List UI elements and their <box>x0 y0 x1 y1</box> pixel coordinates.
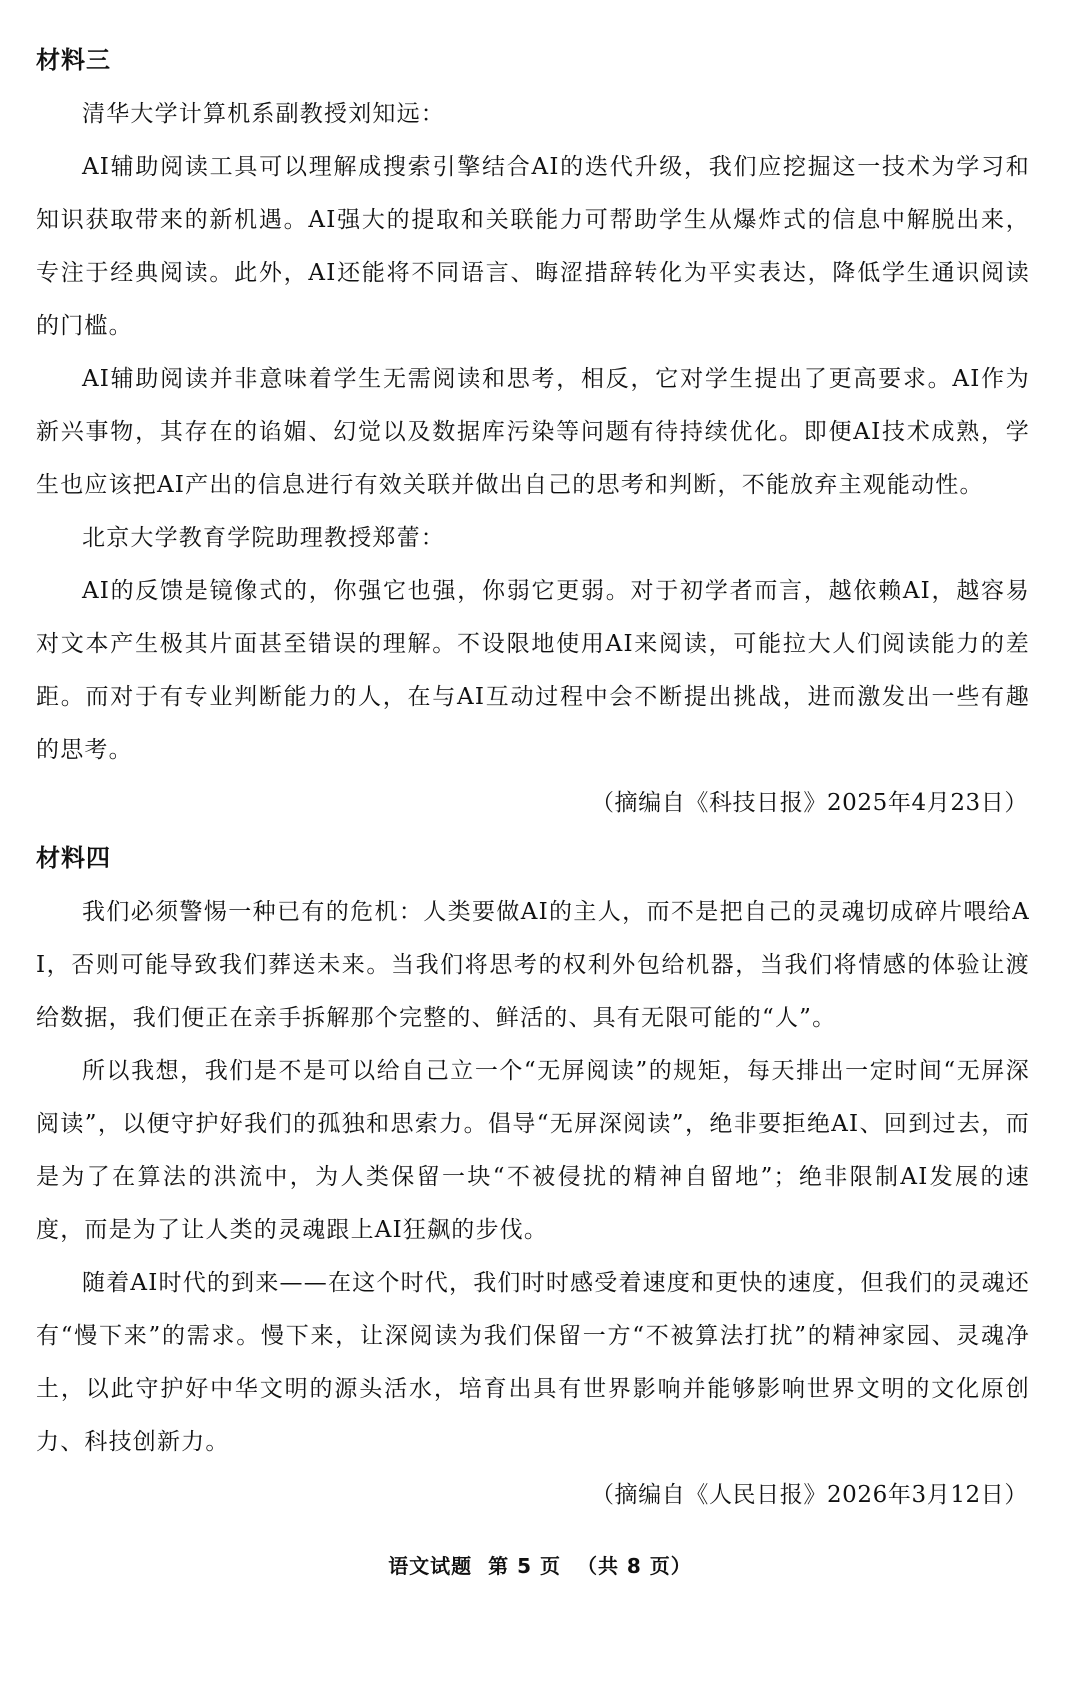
material-4-paragraph-2: 所以我想，我们是不是可以给自己立一个“无屏阅读”的规矩，每天排出一定时间“无屏深阅读”，以便守护好我们的孤独和思索力。倡导“无屏深阅读”，绝非要拒绝AI、回到过去，而是为了在算法的洪流中，为人类保留一块“不被侵扰的精神自留地”；绝非限制AI发展的速度，而是为了让人类的灵魂跟上AI狂飙的步伐。 <box>36 1058 1030 1243</box>
material-3-paragraph-2: AI辅助阅读并非意味着学生无需阅读和思考，相反，它对学生提出了更高要求。AI作为新兴事物，其存在的谄媚、幻觉以及数据库污染等问题有待持续优化。即便AI技术成熟，学生也应该把AI产出的信息进行有效关联并做出自己的思考和判断，不能放弃主观能动性。 <box>36 366 1030 498</box>
material-4-source: （摘编自《人民日报》2026年3月12日） <box>590 1482 1028 1508</box>
material-3-source: （摘编自《科技日报》2025年4月23日） <box>590 790 1028 816</box>
material-4-paragraph-1: 我们必须警惕一种已有的危机：人类要做AI的主人，而不是把自己的灵魂切成碎片喂给AI，否则可能导致我们葬送未来。当我们将思考的权利外包给机器，当我们将情感的体验让渡给数据，我们便正在亲手拆解那个完整的、鲜活的、具有无限可能的“人”。 <box>36 899 1030 1031</box>
footer-total-pages: （共 8 页） <box>576 1554 692 1578</box>
footer-subject: 语文试题 <box>388 1554 473 1578</box>
speaker-liu-zhiyuan: 清华大学计算机系副教授刘知远： <box>82 101 445 127</box>
speaker-zheng-lei: 北京大学教育学院助理教授郑蕾： <box>82 525 445 551</box>
material-3-paragraph-1: AI辅助阅读工具可以理解成搜索引擎结合AI的迭代升级，我们应挖掘这一技术为学习和知识获取带来的新机遇。AI强大的提取和关联能力可帮助学生从爆炸式的信息中解脱出来，专注于经典阅读。此外，AI还能将不同语言、晦涩措辞转化为平实表达，降低学生通识阅读的门槛。 <box>36 154 1030 339</box>
material-4-paragraph-3: 随着AI时代的到来——在这个时代，我们时时感受着速度和更快的速度，但我们的灵魂还有“慢下来”的需求。慢下来，让深阅读为我们保留一方“不被算法打扰”的精神家园、灵魂净土，以此守护好中华文明的源头活水，培育出具有世界影响并能够影响世界文明的文化原创力、科技创新力。 <box>36 1270 1030 1455</box>
footer-page-number: 第 5 页 <box>488 1554 561 1578</box>
page-footer <box>0 1550 1080 1579</box>
material-3-paragraph-3: AI的反馈是镜像式的，你强它也强，你弱它更弱。对于初学者而言，越依赖AI，越容易对文本产生极其片面甚至错误的理解。不设限地使用AI来阅读，可能拉大人们阅读能力的差距。而对于有专业判断能力的人，在与AI互动过程中会不断提出挑战，进而激发出一些有趣的思考。 <box>36 578 1030 763</box>
material-4-title: 材料四 <box>36 844 111 872</box>
material-3-title: 材料三 <box>36 46 111 74</box>
